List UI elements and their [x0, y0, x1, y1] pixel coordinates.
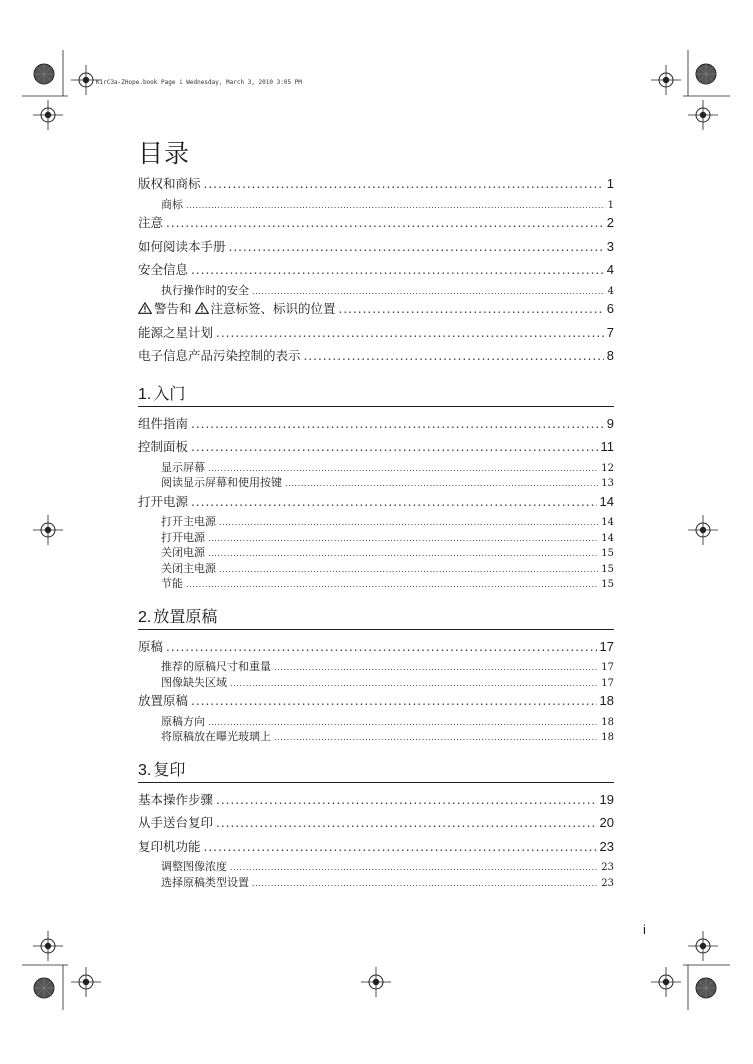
registration-mark [361, 967, 391, 997]
toc-entry-label: 原稿 [138, 638, 164, 654]
toc-entry-page: 12 [601, 462, 614, 474]
toc-entry-label: 组件指南 [138, 415, 189, 431]
toc-entry-label: 节能 [161, 577, 183, 590]
toc-entry-page: 23 [599, 838, 614, 854]
dot-leader [204, 177, 604, 191]
dot-leader [230, 679, 598, 688]
dot-leader [252, 879, 598, 888]
toc-entry-label: 阅读显示屏幕和使用按键 [161, 476, 282, 489]
toc-entry [138, 544, 614, 560]
dot-leader [274, 663, 598, 672]
toc-entry [138, 435, 614, 459]
toc-entry-label: 商标 [161, 197, 183, 211]
registration-mark [688, 515, 718, 545]
color-disc-mark [696, 64, 716, 84]
registration-mark [71, 967, 101, 997]
toc-entry [138, 344, 614, 368]
toc-entry-label: 安全信息 [138, 262, 189, 277]
dot-leader [285, 479, 598, 488]
toc-entry-page: 1 [606, 176, 614, 191]
toc-entry-page: 17 [599, 638, 614, 654]
dot-leader [208, 464, 598, 473]
toc-entry-page: 4 [607, 285, 614, 297]
toc-entry-label: 将原稿放在曝光玻璃上 [161, 730, 271, 743]
dot-leader [166, 216, 604, 230]
toc-entry-page: 15 [601, 563, 614, 575]
dot-leader [216, 816, 597, 830]
toc-entry [138, 474, 614, 490]
toc-entry-label [138, 299, 336, 317]
dot-leader [191, 417, 604, 431]
toc-entry [138, 635, 614, 659]
toc-entry-page: 6 [606, 301, 614, 316]
dot-leader [208, 534, 598, 543]
dot-leader [191, 495, 597, 509]
section-title: 复印 [153, 759, 186, 779]
toc-entry [138, 689, 614, 713]
toc-entry [138, 874, 614, 890]
toc-entry-label: 推荐的原稿尺寸和重量 [161, 660, 271, 673]
toc-entry [138, 858, 614, 874]
toc-entry-page: 14 [599, 493, 614, 509]
dot-leader [339, 302, 604, 316]
toc-entry [138, 674, 614, 690]
toc-entry [138, 513, 614, 529]
page-title: 目录 [138, 139, 191, 168]
dot-leader [229, 240, 604, 254]
toc-entry-label: 原稿方向 [161, 714, 205, 728]
toc-entry-page: 17 [601, 662, 614, 673]
section-number: 3. [138, 761, 152, 779]
toc-entry-page: 13 [601, 478, 614, 489]
toc-entry-page: 14 [601, 517, 614, 528]
dot-leader [208, 718, 598, 727]
dot-leader [216, 793, 597, 807]
toc-entry-label: 电子信息产品污染控制的表示 [138, 348, 301, 363]
dot-leader [186, 201, 605, 210]
toc-entry-page: 4 [606, 262, 614, 277]
dot-leader [219, 565, 598, 574]
toc-entry [138, 560, 614, 576]
toc-entry-label: 执行操作时的安全 [161, 283, 249, 297]
toc-entry [138, 835, 614, 859]
dot-leader [191, 263, 604, 277]
toc-entry-label: 打开主电源 [161, 515, 216, 528]
registration-mark [651, 967, 681, 997]
toc-entry-label: 控制面板 [138, 439, 189, 454]
toc-entry-label: 显示屏幕 [161, 460, 205, 474]
section-heading [138, 604, 614, 630]
toc-entry [138, 172, 614, 196]
toc-entry-page: 3 [606, 238, 614, 254]
section-title: 放置原稿 [153, 606, 218, 626]
dot-leader [191, 694, 597, 708]
color-disc-mark [696, 978, 716, 998]
toc-entry [138, 297, 614, 321]
toc-entry-page: 9 [606, 415, 614, 431]
toc-entry-page: 18 [599, 693, 614, 708]
color-disc-mark [34, 978, 54, 998]
toc-entry-label-part: 注意标签、标识的位置 [210, 301, 336, 316]
registration-mark [688, 100, 718, 130]
dot-leader [230, 863, 598, 872]
toc-entry-page: 15 [601, 579, 614, 590]
toc-entry-page: 18 [601, 716, 614, 728]
section-number: 1. [138, 385, 152, 403]
dot-leader [274, 733, 598, 742]
registration-mark [33, 515, 63, 545]
section-title: 入门 [153, 383, 186, 403]
toc-entry-page: 20 [599, 815, 614, 830]
table-of-contents [138, 172, 614, 889]
toc-entry-label-part: 警告和 [154, 301, 192, 316]
toc-entry-label: 注意 [138, 215, 164, 230]
toc-entry [138, 459, 614, 475]
registration-mark [33, 100, 63, 130]
print-header: K1rC3a-ZHope.book Page i Wednesday, March 3, 2010 3:05 PM [96, 79, 302, 86]
toc-entry-label: 版权和商标 [138, 176, 201, 191]
toc-entry [138, 196, 614, 212]
toc-entry-page: 23 [601, 862, 614, 873]
dot-leader [186, 580, 598, 589]
toc-entry-page: 7 [606, 324, 614, 340]
section-heading [138, 757, 614, 783]
dot-leader [216, 326, 604, 340]
toc-entry-label: 从手送台复印 [138, 815, 214, 830]
toc-entry [138, 211, 614, 235]
color-disc-mark [34, 64, 54, 84]
toc-entry-label: 关闭主电源 [161, 561, 216, 575]
toc-entry [138, 728, 614, 744]
dot-leader [252, 287, 605, 296]
toc-entry-label: 基本操作步骤 [138, 791, 214, 807]
toc-entry-page: 1 [607, 199, 614, 211]
dot-leader [208, 549, 598, 558]
toc-entry-page: 15 [601, 548, 614, 559]
toc-entry-page: 19 [599, 791, 614, 807]
toc-entry [138, 321, 614, 345]
toc-entry-page: 18 [601, 732, 614, 743]
toc-entry [138, 282, 614, 298]
toc-entry-label: 选择原稿类型设置 [161, 875, 249, 889]
toc-entry-label: 打开电源 [161, 530, 205, 544]
toc-entry [138, 713, 614, 729]
toc-entry-page: 2 [606, 215, 614, 230]
toc-entry-page: 17 [601, 677, 614, 689]
warning-triangle-icon [138, 301, 154, 316]
toc-entry-page: 11 [600, 439, 614, 454]
dot-leader [166, 640, 597, 654]
toc-entry [138, 258, 614, 282]
toc-entry-page: 8 [606, 348, 614, 363]
toc-entry [138, 235, 614, 259]
toc-entry [138, 529, 614, 545]
toc-entry-label: 放置原稿 [138, 693, 189, 708]
toc-entry-label: 能源之星计划 [138, 324, 214, 340]
page-number: i [643, 922, 646, 937]
toc-entry [138, 788, 614, 812]
toc-entry-label: 打开电源 [138, 493, 189, 509]
caution-triangle-icon [195, 301, 211, 316]
toc-entry [138, 658, 614, 674]
toc-entry [138, 575, 614, 591]
toc-entry-page: 23 [601, 877, 614, 889]
dot-leader [219, 518, 598, 527]
dot-leader [304, 349, 604, 363]
registration-mark [688, 931, 718, 961]
toc-entry-label: 复印机功能 [138, 838, 201, 854]
toc-entry [138, 412, 614, 436]
toc-entry-label: 图像缺失区域 [161, 675, 227, 689]
section-number: 2. [138, 608, 152, 626]
dot-leader [204, 840, 597, 854]
registration-mark [651, 65, 681, 95]
section-heading [138, 381, 614, 407]
toc-entry [138, 490, 614, 514]
toc-entry-label: 调整图像浓度 [161, 860, 227, 873]
dot-leader [191, 440, 597, 454]
toc-entry-label: 关闭电源 [161, 546, 205, 559]
toc-entry-label: 如何阅读本手册 [138, 238, 226, 254]
registration-mark [33, 931, 63, 961]
toc-entry [138, 811, 614, 835]
toc-entry-page: 14 [601, 532, 614, 544]
